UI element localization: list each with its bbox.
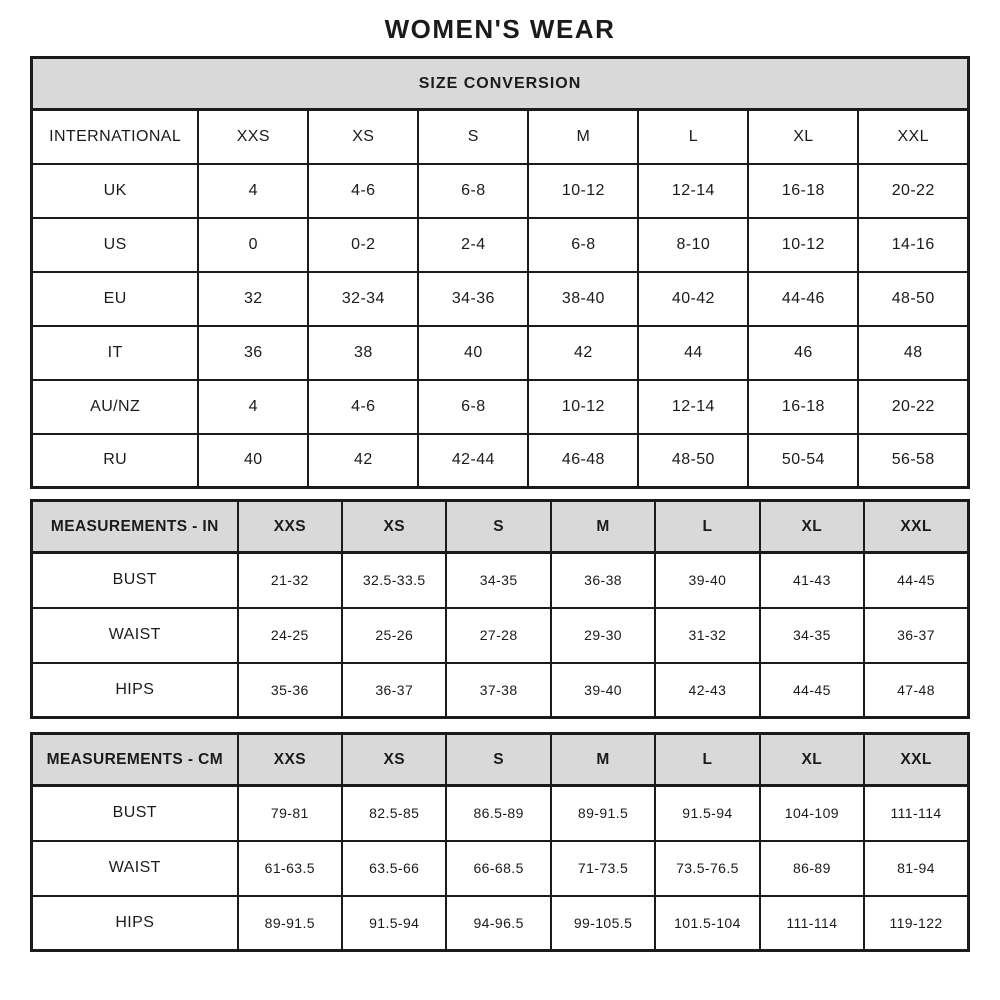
value-cell: 16-18 [748,164,858,218]
table-row [32,786,969,841]
table-row [32,272,969,326]
value-cell: 6-8 [528,218,638,272]
value-cell: 12-14 [638,380,748,434]
table-gap [30,719,970,732]
column-header-row [32,501,969,553]
value-cell: 16-18 [748,380,858,434]
value-cell: 44-45 [864,553,968,608]
row-label-cell: BUST [32,553,238,608]
value-cell: 29-30 [551,608,655,663]
page-title: WOMEN'S WEAR [384,14,616,44]
value-cell: 104-109 [760,786,864,841]
value-cell: XL [760,734,864,786]
value-cell: 91.5-94 [655,786,759,841]
value-cell: 25-26 [342,608,446,663]
measurements-cm-table [30,732,970,952]
value-cell: XXS [238,734,342,786]
value-cell: 37-38 [446,663,550,718]
value-cell: M [551,501,655,553]
value-cell: 79-81 [238,786,342,841]
value-cell: 36-37 [864,608,968,663]
value-cell: 6-8 [418,380,528,434]
value-cell: 32.5-33.5 [342,553,446,608]
row-label-cell: BUST [32,786,238,841]
value-cell: S [446,734,550,786]
value-cell: 36-38 [551,553,655,608]
row-label-cell: WAIST [32,841,238,896]
table-row [32,164,969,218]
value-cell: 46 [748,326,858,380]
value-cell: 47-48 [864,663,968,718]
value-cell: 4 [198,164,308,218]
row-label-cell: HIPS [32,663,238,718]
value-cell: XL [748,110,858,164]
value-cell: XXS [238,501,342,553]
table-row [32,608,969,663]
value-cell: 32-34 [308,272,418,326]
value-cell: 40 [198,434,308,488]
value-cell: 36-37 [342,663,446,718]
value-cell: 20-22 [858,164,968,218]
table-row [32,841,969,896]
value-cell: 89-91.5 [551,786,655,841]
value-cell: 99-105.5 [551,896,655,951]
size-conversion-body [32,110,969,488]
value-cell: 40-42 [638,272,748,326]
value-cell: 4-6 [308,380,418,434]
value-cell: 42-43 [655,663,759,718]
value-cell: 39-40 [551,663,655,718]
column-header-row [32,734,969,786]
value-cell: 40 [418,326,528,380]
value-cell: 21-32 [238,553,342,608]
table-row [32,434,969,488]
value-cell: XXS [198,110,308,164]
measurements-in-body [32,553,969,718]
value-cell: L [638,110,748,164]
measurements-cm-header [32,734,969,786]
value-cell: 6-8 [418,164,528,218]
value-cell: 27-28 [446,608,550,663]
size-conversion-title: SIZE CONVERSION [32,58,969,110]
value-cell: XS [342,734,446,786]
value-cell: 32 [198,272,308,326]
value-cell: 111-114 [760,896,864,951]
value-cell: 48-50 [638,434,748,488]
table-row [32,326,969,380]
value-cell: 61-63.5 [238,841,342,896]
value-cell: 38 [308,326,418,380]
value-cell: M [551,734,655,786]
value-cell: 2-4 [418,218,528,272]
table-row [32,218,969,272]
value-cell: 66-68.5 [446,841,550,896]
table-row [32,553,969,608]
value-cell: 31-32 [655,608,759,663]
value-cell: 119-122 [864,896,968,951]
value-cell: 34-35 [446,553,550,608]
value-cell: 50-54 [748,434,858,488]
value-cell: 81-94 [864,841,968,896]
value-cell: XXL [864,734,968,786]
value-cell: 48 [858,326,968,380]
measurements-in-table [30,499,970,719]
size-conversion-table [30,56,970,489]
value-cell: 0-2 [308,218,418,272]
value-cell: XL [760,501,864,553]
value-cell: 42-44 [418,434,528,488]
value-cell: 24-25 [238,608,342,663]
value-cell: 39-40 [655,553,759,608]
value-cell: 10-12 [748,218,858,272]
value-cell: S [418,110,528,164]
value-cell: 48-50 [858,272,968,326]
value-cell: 14-16 [858,218,968,272]
value-cell: 41-43 [760,553,864,608]
value-cell: 34-35 [760,608,864,663]
measurements-cm-body [32,786,969,951]
value-cell: L [655,734,759,786]
value-cell: 44-46 [748,272,858,326]
value-cell: M [528,110,638,164]
table-gap [30,489,970,499]
row-label-cell: UK [32,164,199,218]
value-cell: XXL [858,110,968,164]
value-cell: 86-89 [760,841,864,896]
value-cell: 89-91.5 [238,896,342,951]
value-cell: 44-45 [760,663,864,718]
value-cell: L [655,501,759,553]
value-cell: S [446,501,550,553]
row-label-cell: INTERNATIONAL [32,110,199,164]
value-cell: 73.5-76.5 [655,841,759,896]
value-cell: 0 [198,218,308,272]
row-label-cell: HIPS [32,896,238,951]
value-cell: 71-73.5 [551,841,655,896]
value-cell: XXL [864,501,968,553]
value-cell: 4-6 [308,164,418,218]
value-cell: 20-22 [858,380,968,434]
value-cell: 91.5-94 [342,896,446,951]
value-cell: 86.5-89 [446,786,550,841]
value-cell: XS [308,110,418,164]
column-header-row [32,110,969,164]
table-row [32,663,969,718]
row-label-cell: AU/NZ [32,380,199,434]
row-label-cell: EU [32,272,199,326]
table-title-row [32,58,969,110]
value-cell: 10-12 [528,380,638,434]
row-label-cell: US [32,218,199,272]
row-label-cell: MEASUREMENTS - IN [32,501,238,553]
row-label-cell: RU [32,434,199,488]
row-label-cell: IT [32,326,199,380]
value-cell: 34-36 [418,272,528,326]
value-cell: 35-36 [238,663,342,718]
value-cell: 63.5-66 [342,841,446,896]
table-row [32,896,969,951]
value-cell: 4 [198,380,308,434]
value-cell: 111-114 [864,786,968,841]
value-cell: 10-12 [528,164,638,218]
value-cell: 56-58 [858,434,968,488]
value-cell: 44 [638,326,748,380]
value-cell: 38-40 [528,272,638,326]
value-cell: XS [342,501,446,553]
row-label-cell: WAIST [32,608,238,663]
row-label-cell: MEASUREMENTS - CM [32,734,238,786]
value-cell: 36 [198,326,308,380]
value-cell: 42 [528,326,638,380]
value-cell: 101.5-104 [655,896,759,951]
value-cell: 94-96.5 [446,896,550,951]
value-cell: 8-10 [638,218,748,272]
table-row [32,380,969,434]
value-cell: 46-48 [528,434,638,488]
value-cell: 12-14 [638,164,748,218]
value-cell: 42 [308,434,418,488]
value-cell: 82.5-85 [342,786,446,841]
measurements-in-header [32,501,969,553]
